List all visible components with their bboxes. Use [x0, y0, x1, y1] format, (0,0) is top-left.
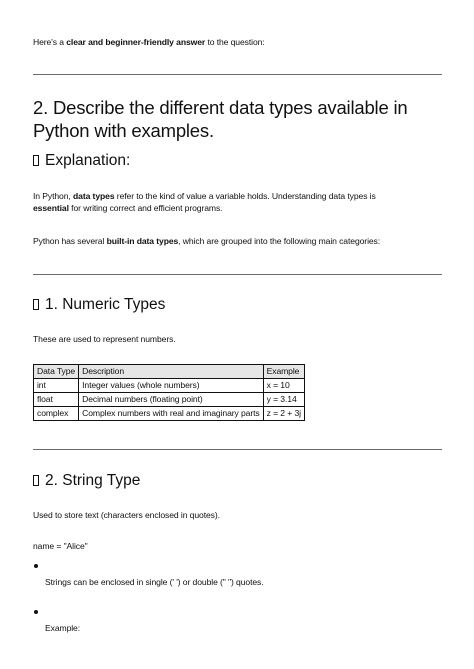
table-row	[34, 393, 305, 407]
list-item: Example:	[45, 623, 81, 633]
string-code-example: name = "Alice"	[33, 541, 88, 551]
table-cell: float	[34, 393, 79, 407]
list-item: Strings can be enclosed in single (' ') or double (" ") quotes.	[45, 577, 264, 587]
table-cell: y = 3.14	[263, 393, 304, 407]
table-row	[34, 379, 305, 393]
numeric-types-table	[33, 364, 305, 421]
explanation-paragraph-line-2: essential for writing correct and efficient programs.	[33, 203, 223, 213]
missing-glyph-icon	[33, 299, 39, 310]
table-cell: int	[34, 379, 79, 393]
explanation-heading: Explanation:	[33, 151, 130, 171]
numeric-types-description: These are used to represent numbers.	[33, 334, 176, 344]
explanation-paragraph-line-1: In Python, data types refer to the kind of value a variable holds. Understanding data types is	[33, 191, 376, 201]
table-cell: complex	[34, 407, 79, 421]
string-type-description: Used to store text (characters enclosed in quotes).	[33, 510, 220, 520]
categories-paragraph: Python has several built-in data types, which are grouped into the following main categories:	[33, 236, 381, 246]
table-row	[34, 407, 305, 421]
table-cell: x = 10	[263, 379, 304, 393]
string-type-heading: 2. String Type	[33, 471, 140, 491]
missing-glyph-icon	[33, 155, 39, 166]
bullet-dot	[34, 610, 38, 614]
numeric-types-heading: 1. Numeric Types	[33, 295, 165, 315]
divider	[33, 449, 442, 450]
table-cell: Integer values (whole numbers)	[79, 379, 263, 393]
missing-glyph-icon	[33, 475, 39, 486]
divider	[33, 74, 442, 75]
intro-text: Here's a clear and beginner-friendly answer to the question:	[33, 37, 265, 47]
table-cell: Decimal numbers (floating point)	[79, 393, 263, 407]
table-cell: Complex numbers with real and imaginary parts	[79, 407, 263, 421]
question-heading-line-1: 2. Describe the different data types available in	[33, 97, 408, 118]
table-header-cell: Example	[263, 365, 304, 379]
divider	[33, 274, 442, 275]
bullet-dot	[34, 564, 38, 568]
table-header-cell: Data Type	[34, 365, 79, 379]
table-header-cell: Description	[79, 365, 263, 379]
question-heading-line-2: Python with examples.	[33, 120, 214, 141]
table-header-row	[34, 365, 305, 379]
table-cell: z = 2 + 3j	[263, 407, 304, 421]
